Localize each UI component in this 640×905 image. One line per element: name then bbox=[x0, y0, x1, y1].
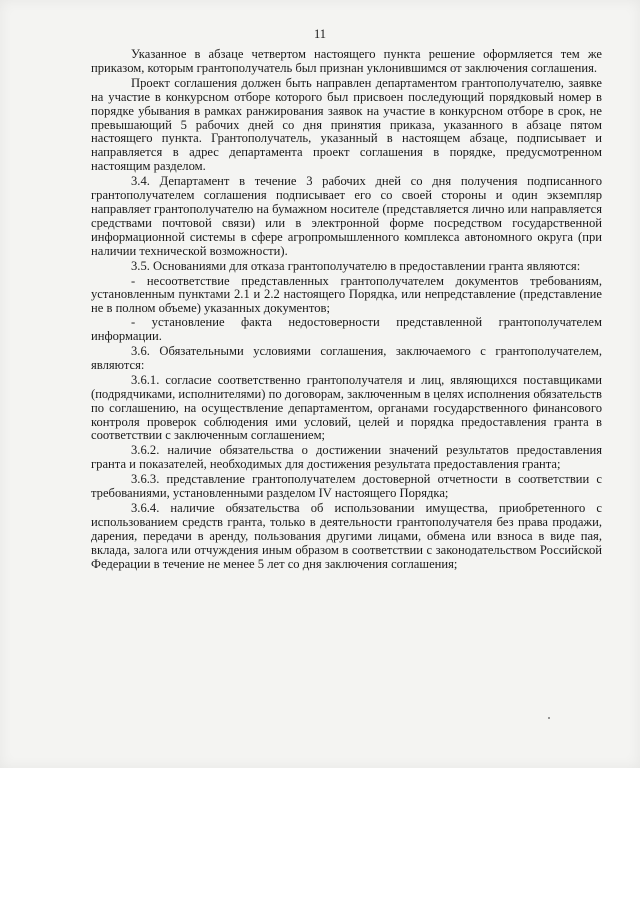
list-item-nonconformity: - несоответствие представленных грантополучателем документов требованиям, установленным пунктами 2.1 и 2.2 настоящего Порядка, или непредставление (представление не в полном объеме) указанных документов; bbox=[91, 273, 602, 316]
paragraph-3-6-2: 3.6.2. наличие обязательства о достижении значений результатов предоставления гранта и показателей, необходимых для достижения результата предоставления гранта; bbox=[91, 443, 602, 472]
paragraph-3-6-4: 3.6.4. наличие обязательства об использовании имущества, приобретенного с использованием средств гранта, только в деятельности грантополучателя без права продажи, дарения, передачи в аренду, пользования другими лицами, обмена или взноса в виде пая, вклада, залога или отчуждения иным образом в соответствии с законодательством Российской Федерации в течение не менее 5 лет со дня заключения соглашения; bbox=[91, 501, 602, 571]
page-number: 11 bbox=[313, 27, 327, 41]
paragraph-3-5: 3.5. Основаниями для отказа грантополучателю в предоставлении гранта являются: bbox=[131, 258, 581, 273]
paragraph-draft-agreement: Проект соглашения должен быть направлен департаментом грантополучателю, заявке на участие в конкурсном отборе которого был присвоен последующий порядковый номер в порядке убывания в рамках ранжирования заявок на участие в конкурсном отборе в срок, не превышающий 5 рабочих дней со дня принятия приказа, указанного в абзаце пятом настоящего пункта. Грантополучатель, указанный в настоящем абзаце, подписывает и направляется в адрес департамента проект соглашения в порядке, предусмотренном настоящим разделом. bbox=[91, 75, 602, 174]
document-body bbox=[91, 48, 602, 573]
scan-speck bbox=[548, 717, 550, 719]
paragraph-3-6-3: 3.6.3. представление грантополучателем достоверной отчетности в соответствии с требованиями, установленными разделом IV настоящего Порядка; bbox=[91, 472, 602, 501]
paragraph-3-6: 3.6. Обязательными условиями соглашения, заключаемого с грантополучателем, являются: bbox=[91, 344, 602, 372]
paragraph-3-6-1: 3.6.1. согласие соответственно грантополучателя и лиц, являющихся поставщиками (подрядчиками, исполнителями) по договорам, заключенным в целях исполнения обязательств по соглашению, на осуществление департаментом, органами государственного финансового контроля проверок соблюдения ими условий, целей и порядка предоставления гранта в соответствии с заключенным соглашением; bbox=[91, 372, 602, 443]
paragraph-3-4: 3.4. Департамент в течение 3 рабочих дней со дня получения подписанного грантополучателем соглашения подписывает его со своей стороны и один экземпляр направляет грантополучателю на бумажном носителе (представляется лично или направляется средствами почтовой связи) или в электронной форме посредством государственной информационной системы в сфере агропромышленного комплекса автономного округа (при наличии технической возможности). bbox=[91, 174, 602, 258]
paragraph-decision-order: Указанное в абзаце четвертом настоящего пункта решение оформляется тем же приказом, которым грантополучатель был признан уклонившимся от заключения соглашения. bbox=[91, 47, 602, 75]
list-item-false-information: - установление факта недостоверности представленной грантополучателем информации. bbox=[91, 315, 602, 344]
